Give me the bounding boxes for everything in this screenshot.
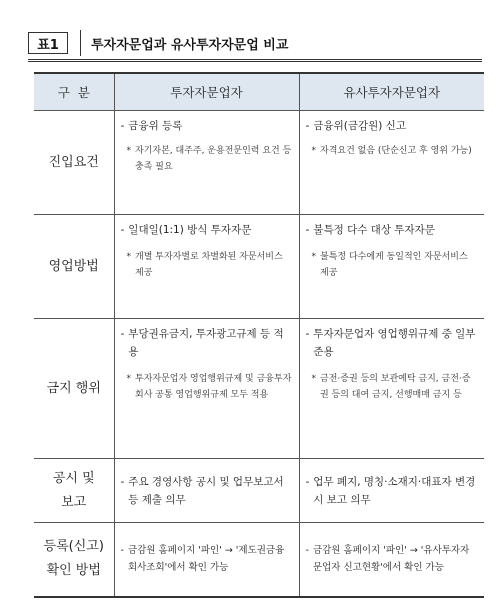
quasi-advisor-cell: - 업무 폐지, 명칭·소재지·대표자 변경시 보고 의무	[299, 459, 484, 523]
row-label: 등록(신고) 확인 방법	[34, 523, 114, 597]
advisor-cell: - 금감원 홈페이지 '파인' → '제도권금융회사조회'에서 확인 가능	[114, 523, 299, 597]
row-label: 영업방법	[34, 215, 114, 319]
table-row	[34, 319, 484, 459]
quasi-advisor-cell: - 투자자문업자 영업행위규제 중 일부 준용 * 금전·증권 등의 보관예탁 금지, 금전·증권 등의 대여 금지, 선행매매 금지 등	[299, 319, 484, 459]
row-label: 공시 및 보고	[34, 459, 114, 523]
caption-divider	[80, 30, 81, 56]
table-number-badge: 표1	[28, 32, 68, 54]
quasi-advisor-main-text: 불특정 다수 대상 투자자문	[313, 224, 435, 236]
quasi-advisor-cell: - 금감원 홈페이지 '파인' → '유사투자자문업자 신고현황'에서 확인 가능	[299, 523, 484, 597]
quasi-advisor-main-text: 업무 폐지, 명칭·소재지·대표자 변경시 보고 의무	[313, 475, 476, 506]
row-label: 진입요건	[34, 111, 114, 215]
advisor-cell: - 일대일(1:1) 방식 투자자문 * 개별 투자자별로 차별화된 자문서비스 제공	[114, 215, 299, 319]
advisor-main-text: 금감원 홈페이지 '파인' → '제도권금융회사조회'에서 확인 가능	[127, 545, 285, 574]
advisor-note-text: 자기자본, 대주주, 운용전문인력 요건 등 충족 필요	[135, 146, 292, 172]
advisor-main-text: 일대일(1:1) 방식 투자자문	[128, 224, 252, 236]
row-label: 금지 행위	[34, 319, 114, 459]
table-row	[34, 111, 484, 215]
table-row	[34, 523, 484, 597]
advisor-cell: - 금융위 등록 * 자기자본, 대주주, 운용전문인력 요건 등 충족 필요	[114, 111, 299, 215]
advisor-cell: - 부당권유금지, 투자광고규제 등 적용 * 투자자문업자 영업행위규제 및 금융투자회사 공통 영업행위규제 모두 적용	[114, 319, 299, 459]
advisor-note-text: 개별 투자자별로 차별화된 자문서비스 제공	[135, 252, 283, 278]
advisor-cell: - 주요 경영사항 공시 및 업무보고서 등 제출 의무	[114, 459, 299, 523]
quasi-advisor-note-text: 자격요건 없음 (단순신고 후 영위 가능)	[320, 146, 472, 156]
advisor-main-text: 주요 경영사항 공시 및 업무보고서 등 제출 의무	[128, 475, 284, 506]
table-title: 투자자문업과 유사투자자문업 비교	[91, 37, 289, 53]
header-row	[34, 73, 484, 111]
quasi-advisor-main-text: 금융위(금감원) 신고	[313, 120, 406, 132]
comparison-table	[34, 72, 484, 598]
quasi-advisor-note-text: 금전·증권 등의 보관예탁 금지, 금전·증권 등의 대여 금지, 선행매매 금지 등	[320, 374, 471, 400]
table-row	[34, 215, 484, 319]
quasi-advisor-cell: - 불특정 다수 대상 투자자문 * 불특정 다수에게 동일적인 자문서비스 제공	[299, 215, 484, 319]
quasi-advisor-cell: - 금융위(금감원) 신고 * 자격요건 없음 (단순신고 후 영위 가능)	[299, 111, 484, 215]
quasi-advisor-note-text: 불특정 다수에게 동일적인 자문서비스 제공	[320, 252, 468, 278]
header-quasi-investment-advisor: 유사투자자문업자	[299, 73, 484, 111]
quasi-advisor-main-text: 금감원 홈페이지 '파인' → '유사투자자문업자 신고현황'에서 확인 가능	[312, 545, 470, 574]
advisor-main-text: 금융위 등록	[128, 120, 183, 132]
table-row	[34, 459, 484, 523]
quasi-advisor-main-text: 투자자문업자 영업행위규제 중 일부 준용	[313, 328, 476, 358]
caption-underline	[28, 59, 482, 62]
advisor-note-text: 투자자문업자 영업행위규제 및 금융투자회사 공통 영업행위규제 모두 적용	[135, 374, 292, 400]
advisor-main-text: 부당권유금지, 투자광고규제 등 적용	[128, 328, 284, 358]
table-caption	[28, 30, 288, 56]
header-category: 구 분	[34, 73, 114, 111]
header-investment-advisor: 투자자문업자	[114, 73, 299, 111]
